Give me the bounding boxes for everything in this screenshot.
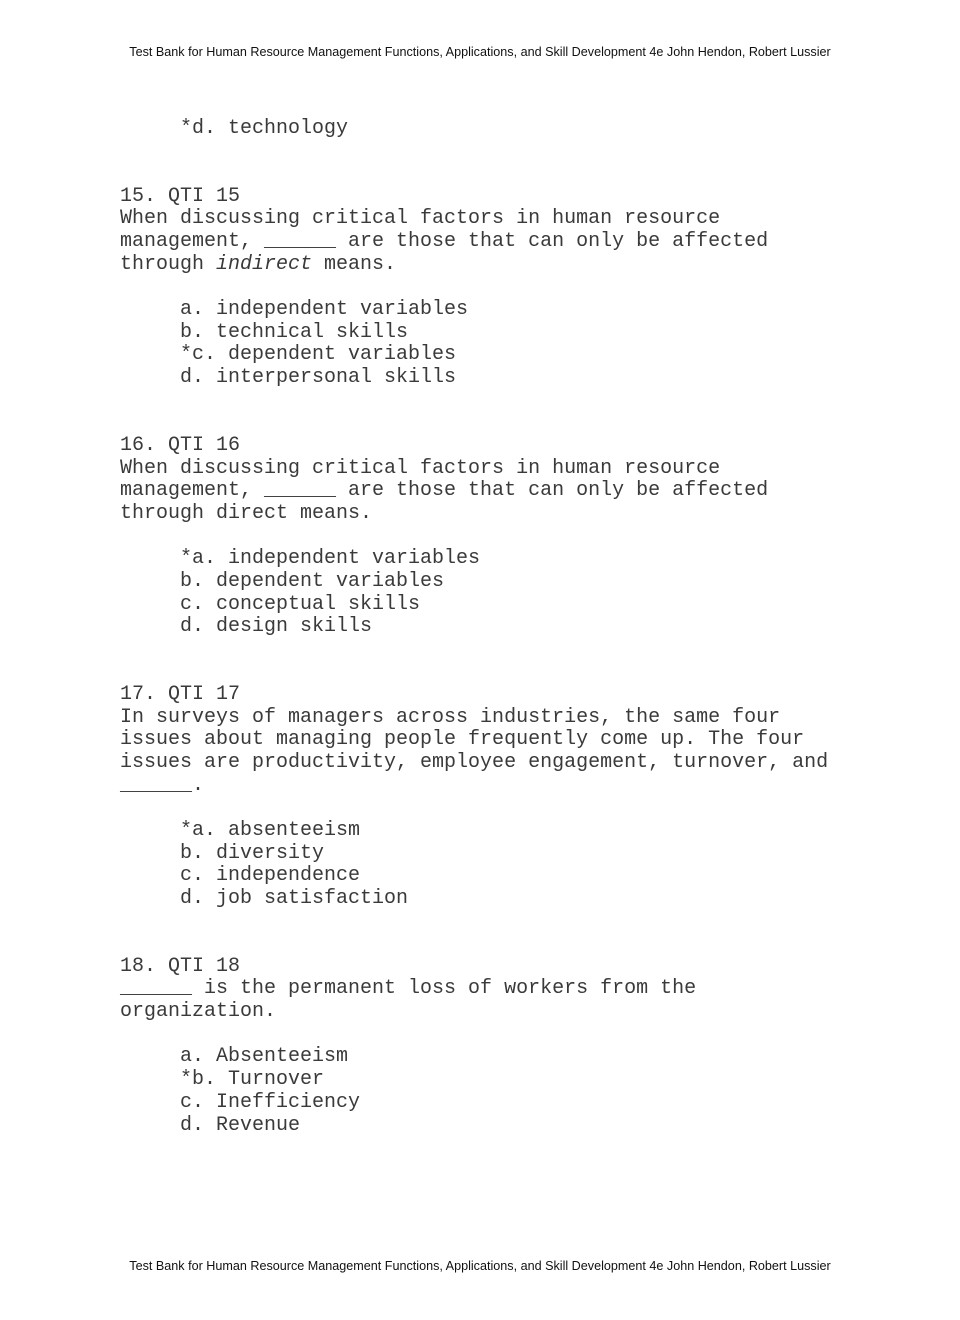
answer-option: a. independent variables bbox=[180, 298, 469, 322]
answer-option: d. job satisfaction bbox=[180, 887, 409, 911]
answer-option-correct: *c. dependent variables bbox=[180, 343, 457, 367]
answer-option-correct: *b. Turnover bbox=[180, 1068, 325, 1092]
stem-line: organization. bbox=[120, 1000, 277, 1024]
stem-line: ______. bbox=[120, 773, 205, 797]
running-footer: Test Bank for Human Resource Management Functions, Applications, and Skill Development 4e John Hendon, Robert Lussier bbox=[129, 1259, 831, 1273]
question-18 bbox=[120, 911, 900, 1137]
stem-line: issues are productivity, employee engagement, turnover, and bbox=[120, 751, 829, 775]
stem-emphasis: indirect bbox=[216, 252, 313, 276]
answer-option-correct: *a. independent variables bbox=[180, 547, 481, 571]
stem-line bbox=[120, 254, 900, 277]
stem-line: ______ is the permanent loss of workers from the bbox=[120, 977, 697, 1001]
question-stem bbox=[120, 208, 900, 276]
answer-options bbox=[120, 820, 900, 911]
answer-option-correct: *d. technology bbox=[180, 117, 349, 140]
stem-text: through bbox=[120, 252, 217, 276]
answer-options bbox=[120, 1046, 900, 1137]
stem-line: management, ______ are those that can only be affected bbox=[120, 230, 769, 254]
stem-line: management, ______ are those that can only be affected bbox=[120, 479, 769, 503]
answer-option: b. dependent variables bbox=[180, 569, 445, 593]
stem-line: When discussing critical factors in human resource bbox=[120, 207, 721, 231]
answer-option-correct: *a. absenteeism bbox=[180, 818, 361, 842]
stem-line: through direct means. bbox=[120, 501, 373, 525]
document-body bbox=[120, 118, 900, 1137]
answer-option: a. Absenteeism bbox=[180, 1045, 349, 1069]
question-16 bbox=[120, 390, 900, 639]
answer-option: b. diversity bbox=[180, 841, 325, 865]
question-heading: 18. QTI 18 bbox=[120, 954, 241, 978]
answer-option: d. Revenue bbox=[180, 1113, 301, 1137]
question-heading: 16. QTI 16 bbox=[120, 433, 241, 457]
stem-line: When discussing critical factors in human resource bbox=[120, 456, 721, 480]
question-heading: 17. QTI 17 bbox=[120, 682, 241, 706]
question-stem bbox=[120, 458, 900, 526]
answer-option: c. conceptual skills bbox=[180, 592, 421, 616]
stem-line: In surveys of managers across industries, the same four bbox=[120, 705, 781, 729]
answer-option: c. independence bbox=[180, 864, 361, 888]
answer-options bbox=[120, 548, 900, 639]
carryover-options bbox=[120, 118, 900, 141]
question-15 bbox=[120, 141, 900, 390]
answer-option: d. interpersonal skills bbox=[180, 366, 457, 390]
stem-line: issues about managing people frequently come up. The four bbox=[120, 728, 805, 752]
question-heading: 15. QTI 15 bbox=[120, 184, 241, 208]
answer-option: c. Inefficiency bbox=[180, 1090, 361, 1114]
answer-option: b. technical skills bbox=[180, 320, 409, 344]
question-stem bbox=[120, 978, 900, 1023]
answer-option: d. design skills bbox=[180, 615, 373, 639]
question-17 bbox=[120, 639, 900, 911]
answer-options bbox=[120, 299, 900, 390]
question-stem bbox=[120, 707, 900, 798]
stem-text: means. bbox=[312, 252, 397, 276]
running-header: Test Bank for Human Resource Management Functions, Applications, and Skill Development 4e John Hendon, Robert Lussier bbox=[129, 45, 831, 59]
